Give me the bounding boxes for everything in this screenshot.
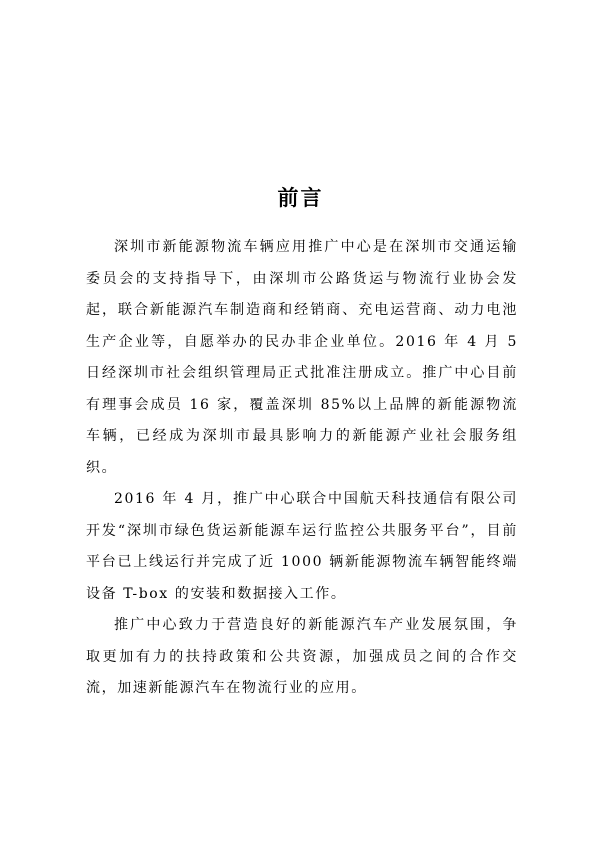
document-body xyxy=(86,232,518,705)
paragraph-mission: 推广中心致力于营造良好的新能源汽车产业发展氛围，争取更加有力的扶持政策和公共资源，加强成员之间的合作交流，加速新能源汽车在物流行业的应用。 xyxy=(86,617,518,696)
paragraph-platform: 2016 年 4 月，推广中心联合中国航天科技通信有限公司开发“深圳市绿色货运新能源车运行监控公共服务平台”，目前平台已上线运行并完成了近 1000 辆新能源物流车辆智能终端设备 T-box 的安装和数据接入工作。 xyxy=(86,491,518,602)
paragraph-intro: 深圳市新能源物流车辆应用推广中心是在深圳市交通运输委员会的支持指导下，由深圳市公路货运与物流行业协会发起，联合新能源汽车制造商和经销商、充电运营商、动力电池生产企业等，自愿举办的民办非企业单位。2016 年 4 月 5 日经深圳市社会组织管理局正式批准注册成立。推广中心目前有理事会成员 16 家，覆盖深圳 85%以上品牌的新能源物流车辆，已经成为深圳市最具影响力的新能源产业社会服务组织。 xyxy=(86,239,518,476)
page-title: 前言 xyxy=(277,185,324,211)
